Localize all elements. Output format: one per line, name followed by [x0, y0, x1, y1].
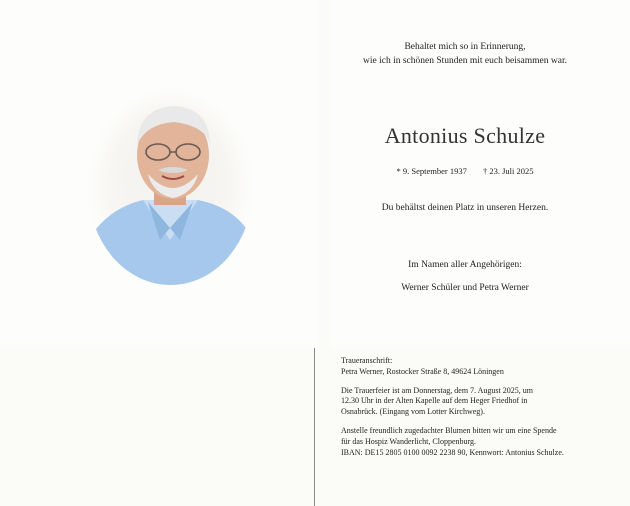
portrait-illustration — [88, 90, 253, 285]
deceased-name: Antonius Schulze — [384, 123, 546, 148]
donation-line-1: Anstelle freundlich zugedachter Blumen bitten wir um eine Spende — [341, 425, 557, 435]
service-line-3: Osnabrück. (Eingang vom Lotter Kirchweg). — [341, 407, 485, 417]
verse-line-2: wie ich in schönen Stunden mit euch beisammen war. — [363, 56, 567, 66]
behalf-line: Im Namen aller Angehörigen: — [408, 260, 522, 270]
mourners-names: Werner Schüler und Petra Werner — [401, 283, 529, 293]
memorial-verse — [330, 40, 600, 68]
life-dates — [330, 166, 600, 176]
address-label: Traueranschrift: — [341, 356, 393, 365]
verse-line-1: Behaltet mich so in Erinnerung, — [404, 42, 526, 52]
donation-request — [341, 426, 621, 458]
vertical-divider — [314, 348, 315, 506]
donation-line-3: IBAN: DE15 2805 0100 0092 2238 90, Kennwort: Antonius Schulze. — [341, 447, 564, 457]
donation-line-2: für das Hospiz Wanderlicht, Cloppenburg. — [341, 436, 477, 446]
death-date: † 23. Juli 2025 — [482, 166, 534, 176]
service-details — [341, 386, 621, 418]
photo-panel — [0, 0, 318, 348]
service-line-2: 12.30 Uhr in der Alten Kapelle auf dem Heger Friedhof in — [341, 396, 528, 406]
remembrance-line: Du behältst deinen Platz in unseren Herzen. — [381, 203, 549, 213]
birth-date: * 9. September 1937 — [396, 166, 467, 176]
service-line-1: Die Trauerfeier ist am Donnerstag, dem 7. August 2025, um — [341, 385, 533, 395]
funeral-info — [341, 356, 621, 466]
mourning-address — [341, 356, 621, 378]
portrait-photo — [88, 90, 253, 285]
address-value: Petra Werner, Rostocker Straße 8, 49624 Löningen — [341, 366, 504, 376]
